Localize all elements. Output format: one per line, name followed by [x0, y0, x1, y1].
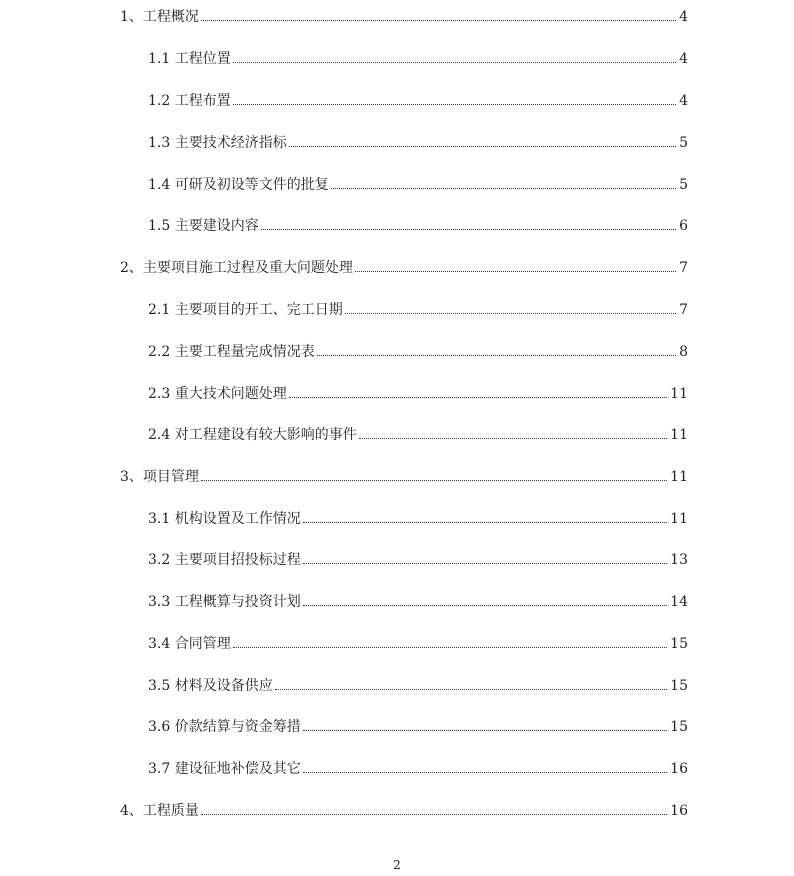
dot-leader [233, 62, 676, 63]
toc-entry[interactable] [148, 713, 688, 741]
toc-entry[interactable] [148, 212, 688, 240]
toc-entry-label: 1.1 工程位置 [148, 51, 231, 67]
toc-entry-label: 2、主要项目施工过程及重大问题处理 [120, 260, 353, 276]
dot-leader [317, 355, 676, 356]
toc-entry[interactable] [148, 45, 688, 73]
toc-entry[interactable] [148, 296, 688, 324]
toc-entry-page-number: 16 [670, 761, 688, 777]
toc-entry-label: 2.4 对工程建设有较大影响的事件 [148, 427, 357, 443]
toc-entry-page-number: 16 [670, 803, 688, 819]
dot-leader [275, 689, 667, 690]
toc-entry-label: 1.3 主要技术经济指标 [148, 135, 287, 151]
toc-entry-page-number: 5 [679, 135, 688, 151]
toc-entry-label: 1.2 工程布置 [148, 93, 231, 109]
toc-entry[interactable] [120, 463, 688, 491]
toc-entry[interactable] [120, 3, 688, 31]
dot-leader [303, 772, 667, 773]
toc-entry-page-number: 13 [670, 552, 688, 568]
page-number: 2 [393, 858, 401, 872]
toc-entry-label: 3.1 机构设置及工作情况 [148, 511, 301, 527]
toc-entry[interactable] [148, 546, 688, 574]
toc-entry[interactable] [148, 87, 688, 115]
toc-entry-page-number: 7 [679, 302, 688, 318]
toc-entry-page-number: 11 [670, 386, 688, 402]
toc-entry-page-number: 15 [670, 636, 688, 652]
toc-entry[interactable] [148, 171, 688, 199]
toc-entry[interactable] [148, 630, 688, 658]
toc-entry-page-number: 14 [670, 594, 688, 610]
toc-entry-page-number: 4 [679, 9, 688, 25]
dot-leader [331, 188, 676, 189]
toc-entry-label: 3.3 工程概算与投资计划 [148, 594, 301, 610]
dot-leader [289, 397, 667, 398]
toc-entry-page-number: 4 [679, 51, 688, 67]
dot-leader [303, 522, 667, 523]
toc-entry[interactable] [148, 380, 688, 408]
dot-leader [289, 146, 676, 147]
toc-entry-page-number: 11 [670, 469, 688, 485]
toc-entry-page-number: 15 [670, 719, 688, 735]
toc-entry-label: 3.4 合同管理 [148, 636, 231, 652]
toc-entry-page-number: 11 [670, 511, 688, 527]
toc-entry-page-number: 15 [670, 678, 688, 694]
toc-entry[interactable] [120, 254, 688, 282]
dot-leader [303, 563, 667, 564]
toc-entry[interactable] [148, 755, 688, 783]
toc-entry-label: 3.7 建设征地补偿及其它 [148, 761, 301, 777]
toc-entry-page-number: 4 [679, 93, 688, 109]
toc-entry[interactable] [148, 338, 688, 366]
toc-entry-label: 3.5 材料及设备供应 [148, 678, 273, 694]
dot-leader [303, 605, 667, 606]
toc-entry[interactable] [148, 129, 688, 157]
toc-entry-label: 3、项目管理 [120, 469, 199, 485]
toc-entry-label: 2.3 重大技术问题处理 [148, 386, 287, 402]
dot-leader [359, 438, 667, 439]
dot-leader [233, 647, 667, 648]
toc-entry-page-number: 6 [679, 218, 688, 234]
toc-entry[interactable] [148, 505, 688, 533]
toc-entry-page-number: 8 [679, 344, 688, 360]
toc-entry-label: 3.6 价款结算与资金筹措 [148, 719, 301, 735]
toc-entry-label: 2.1 主要项目的开工、完工日期 [148, 302, 343, 318]
toc-entry-label: 4、工程质量 [120, 803, 199, 819]
toc-entry-label: 1、工程概况 [120, 9, 199, 25]
toc-entry-label: 2.2 主要工程量完成情况表 [148, 344, 315, 360]
toc-entry-page-number: 7 [679, 260, 688, 276]
toc-entry-label: 1.4 可研及初设等文件的批复 [148, 177, 329, 193]
dot-leader [303, 730, 667, 731]
dot-leader [201, 480, 667, 481]
toc-entry[interactable] [120, 797, 688, 825]
dot-leader [261, 229, 676, 230]
toc-entry-label: 3.2 主要项目招投标过程 [148, 552, 301, 568]
toc-entry-page-number: 5 [679, 177, 688, 193]
toc-entry-label: 1.5 主要建设内容 [148, 218, 259, 234]
dot-leader [345, 313, 676, 314]
toc-entry[interactable] [148, 588, 688, 616]
dot-leader [355, 271, 676, 272]
toc-entry[interactable] [148, 672, 688, 700]
dot-leader [233, 104, 676, 105]
dot-leader [201, 20, 676, 21]
toc-entry-page-number: 11 [670, 427, 688, 443]
toc-entry[interactable] [148, 421, 688, 449]
dot-leader [201, 814, 667, 815]
